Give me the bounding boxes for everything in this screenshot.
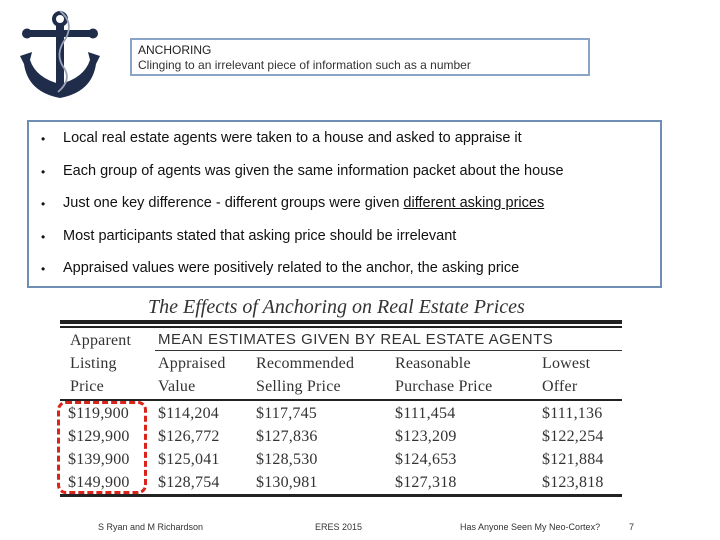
column-header-line: Offer [542,378,578,395]
header-title: ANCHORING [138,43,212,57]
column-header-line: Lowest [542,355,591,372]
header-subtitle: Clinging to an irrelevant piece of information such as a number [138,58,471,72]
table-cell: $126,772 [158,428,220,445]
table-group-header: MEAN ESTIMATES GIVEN BY REAL ESTATE AGENTS [158,331,554,348]
table-cell: $124,653 [395,451,457,468]
bullet-text: Local real estate agents were taken to a house and asked to appraise it [63,130,522,146]
table-cell: $114,204 [158,405,220,422]
footer-event: ERES 2015 [315,522,363,532]
table-cell: $119,900 [68,405,130,422]
bullet-text-underlined: different asking prices [403,195,545,211]
bullet-item [41,195,650,228]
table-title: The Effects of Anchoring on Real Estate Prices [148,296,525,318]
table-cell: $127,836 [256,428,318,445]
bullet-item [41,260,650,293]
column-header-line: Listing [70,355,117,372]
bullet-icon: • [41,164,46,179]
table-cell: $130,981 [256,474,318,491]
table-rule [60,320,622,324]
bullet-icon: • [41,229,46,244]
table-cell: $111,136 [542,405,603,422]
bullet-text [63,195,544,211]
bullet-icon: • [41,262,46,276]
bullet-list [27,120,662,288]
table-cell: $128,754 [158,474,220,491]
table-rule [60,399,622,401]
bullet-item [41,163,650,196]
column-header-line: Price [70,378,104,395]
column-header-line: Apparent [70,332,132,349]
table-cell: $128,530 [256,451,318,468]
table-cell: $129,900 [68,428,130,445]
anchor-icon [14,8,106,98]
column-header-line: Reasonable [395,355,471,372]
bullet-text: Each group of agents was given the same information packet about the house [63,162,564,179]
table-cell: $125,041 [158,451,220,468]
table-cell: $139,900 [68,451,130,468]
table-cell: $123,818 [542,474,604,491]
bullet-text-before: Just one key difference - different groups were given [63,195,404,211]
column-header-line: Selling Price [256,378,341,395]
footer-title: Has Anyone Seen My Neo-Cortex? [460,522,601,532]
listing-price-highlight [57,401,147,494]
column-header-line: Appraised [158,355,226,372]
table-cell: $127,318 [395,474,457,491]
table-cell: $117,745 [256,405,318,422]
table-rule [60,494,622,497]
table-cell: $149,900 [68,474,130,491]
bullet-icon: • [41,197,46,211]
header-box [130,38,590,76]
column-header-line: Value [158,378,196,395]
page-number: 7 [629,522,635,532]
bullet-text: Most participants stated that asking price should be irrelevant [63,227,457,244]
table-cell: $121,884 [542,451,604,468]
bullet-icon: • [41,132,46,146]
table-cell: $123,209 [395,428,457,445]
column-header-line: Recommended [256,355,355,372]
table-rule [60,326,622,328]
bullet-item [41,228,650,261]
table-cell: $111,454 [395,405,456,422]
table-cell: $122,254 [542,428,604,445]
bullet-text: Appraised values were positively related to the anchor, the asking price [63,260,520,276]
footer-authors: S Ryan and M Richardson [98,522,204,532]
column-header-line: Purchase Price [395,378,493,395]
bullet-item [41,130,650,163]
table-rule [155,350,622,351]
